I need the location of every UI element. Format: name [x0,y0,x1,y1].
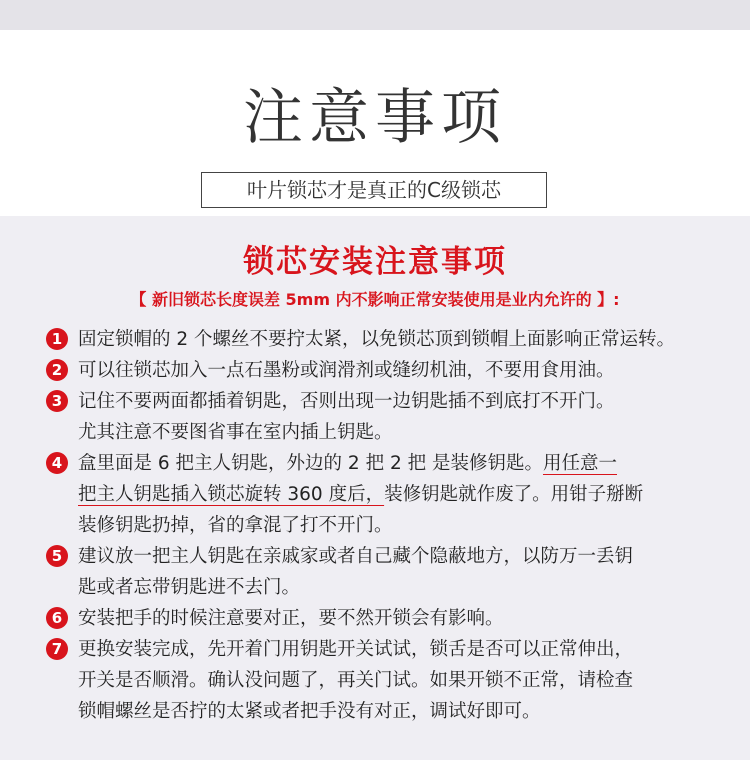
notes-list [0,324,750,727]
item-text: 装修钥匙就作废了。用钳子掰断 [384,484,644,505]
section-subtitle: 【 新旧锁芯长度误差 5mm 内不影响正常安装使用是业内允许的 】: [130,290,620,309]
number-badge: 6 [46,607,68,629]
item-text-line [78,479,730,510]
item-text: 盒里面是 6 把主人钥匙，外边的 2 把 2 把 是装修钥匙。 [78,453,543,474]
item-text: 装修钥匙扔掉，省的拿混了打不开门。 [78,515,393,536]
section-title: 锁芯安装注意事项 [243,244,507,280]
list-item [46,634,730,727]
underlined-text: 把主人钥匙插入锁芯旋转 360 度后， [78,484,385,505]
item-text-line [78,448,730,479]
top-strip [0,0,750,30]
item-text: 尤其注意不要图省事在室内插上钥匙。 [78,422,393,443]
header-panel [0,30,750,216]
number-badge: 1 [46,328,68,350]
item-text: 可以往锁芯加入一点石墨粉或润滑剂或缝纫机油，不要用食用油。 [78,360,615,381]
item-text: 匙或者忘带钥匙进不去门。 [78,577,301,598]
item-text: 固定锁帽的 2 个螺丝不要拧太紧，以免锁芯顶到锁帽上面影响正常运转。 [78,329,676,350]
number-badge: 3 [46,390,68,412]
list-item [46,324,730,355]
number-badge: 7 [46,638,68,660]
list-item [46,603,730,634]
item-text: 记住不要两面都插着钥匙，否则出现一边钥匙插不到底打不开门。 [78,391,615,412]
item-text: 建议放一把主人钥匙在亲戚家或者自己藏个隐蔽地方，以防万一丢钥 [78,546,634,567]
underlined-text: 用任意一 [542,453,617,474]
list-item [46,355,730,386]
number-badge: 2 [46,359,68,381]
page-title: 注意事项 [243,83,507,153]
item-text: 开关是否顺滑。确认没问题了，再关门试。如果开锁不正常，请检查 [78,670,634,691]
item-text: 锁帽螺丝是否拧的太紧或者把手没有对正，调试好即可。 [78,701,541,722]
subtitle-box: 叶片锁芯才是真正的C级锁芯 [201,172,547,208]
number-badge: 4 [46,452,68,474]
list-item [46,386,730,448]
item-text: 安装把手的时候注意要对正，要不然开锁会有影响。 [78,608,504,629]
number-badge: 5 [46,545,68,567]
list-item [46,448,730,541]
list-item [46,541,730,603]
item-text: 更换安装完成，先开着门用钥匙开关试试，锁舌是否可以正常伸出， [78,639,634,660]
